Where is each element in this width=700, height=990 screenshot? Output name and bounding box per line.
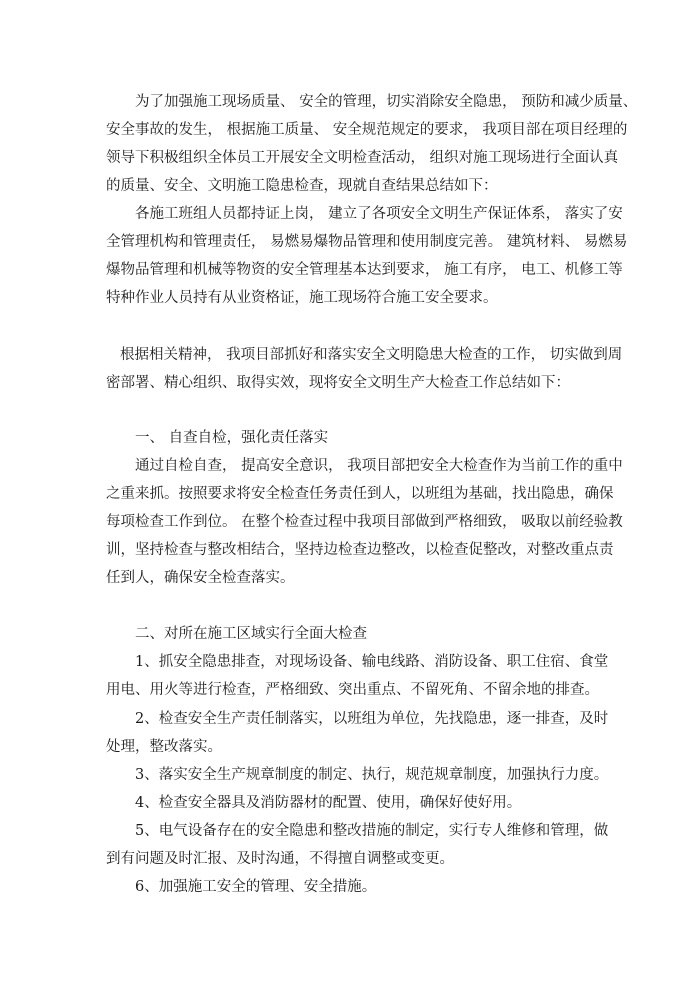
text-line: 5、电气设备存在的安全隐患和整改措施的制定，实行专人维修和管理，做 xyxy=(135,823,609,839)
text-line: 安全事故的发生， 根据施工质量、 安全规范规定的要求， 我项目部在项目经理的 xyxy=(106,122,628,138)
text-line: 2、检查安全生产责任制落实，以班组为单位，先找隐患，逐一排查，及时 xyxy=(135,711,609,727)
text-line: 特种作业人员持有从业资格证，施工现场符合施工安全要求。 xyxy=(106,290,498,306)
text-line: 到有问题及时汇报、及时沟通，不得擅自调整或变更。 xyxy=(106,851,454,867)
text-line: 爆物品管理和机械等物资的安全管理基本达到要求， 施工有序， 电工、机修工等 xyxy=(106,262,623,278)
text-line: 4、检查安全器具及消防器材的配置、使用，确保好使好用。 xyxy=(135,795,522,811)
text-line: 通过自检自查， 提高安全意识， 我项目部把安全大检查作为当前工作的重中 xyxy=(135,458,623,474)
text-line: 训，坚持检查与整改相结合，坚持边检查边整改，以检查促整改，对整改重点责 xyxy=(106,542,614,558)
text-line: 根据相关精神， 我项目部抓好和落实安全文明隐患大检查的工作， 切实做到周 xyxy=(120,347,623,363)
text-line: 每项检查工作到位。 在整个检查过程中我项目部做到严格细致， 吸取以前经验教 xyxy=(106,514,623,530)
text-line: 任到人，确保安全检查落实。 xyxy=(106,570,295,586)
text-line: 各施工班组人员都持证上岗， 建立了各项安全文明生产保证体系， 落实了安 xyxy=(135,206,623,222)
text-line: 全管理机构和管理责任， 易燃易爆物品管理和使用制度完善。 建筑材料、 易燃易 xyxy=(106,234,628,250)
section-heading: 二、对所在施工区域实行全面大检查 xyxy=(135,626,367,642)
text-line: 密部署、精心组织、取得实效，现将安全文明生产大检查工作总结如下： xyxy=(106,375,570,391)
text-line: 3、落实安全生产规章制度的制定、执行，规范规章制度，加强执行力度。 xyxy=(135,767,609,783)
text-line: 1、抓安全隐患排查，对现场设备、输电线路、消防设备、职工住宿、食堂 xyxy=(135,654,609,670)
text-line: 的质量、安全、文明施工隐患检查，现就自查结果总结如下： xyxy=(106,178,498,194)
text-line: 用电、用火等进行检查，严格细致、突出重点、不留死角、不留余地的排查。 xyxy=(106,682,599,698)
text-line: 为了加强施工现场质量、 安全的管理，切实消除安全隐患， 预防和减少质量、 xyxy=(135,94,638,110)
text-line: 处理，整改落实。 xyxy=(106,739,222,755)
text-line: 之重来抓。按照要求将安全检查任务责任到人，以班组为基础，找出隐患，确保 xyxy=(106,486,614,502)
text-line: 6、加强施工安全的管理、安全措施。 xyxy=(135,879,377,895)
section-heading: 一、 自查自检，强化责任落实 xyxy=(135,430,329,446)
text-line: 领导下积极组织全体员工开展安全文明检查活动， 组织对施工现场进行全面认真 xyxy=(106,150,619,166)
